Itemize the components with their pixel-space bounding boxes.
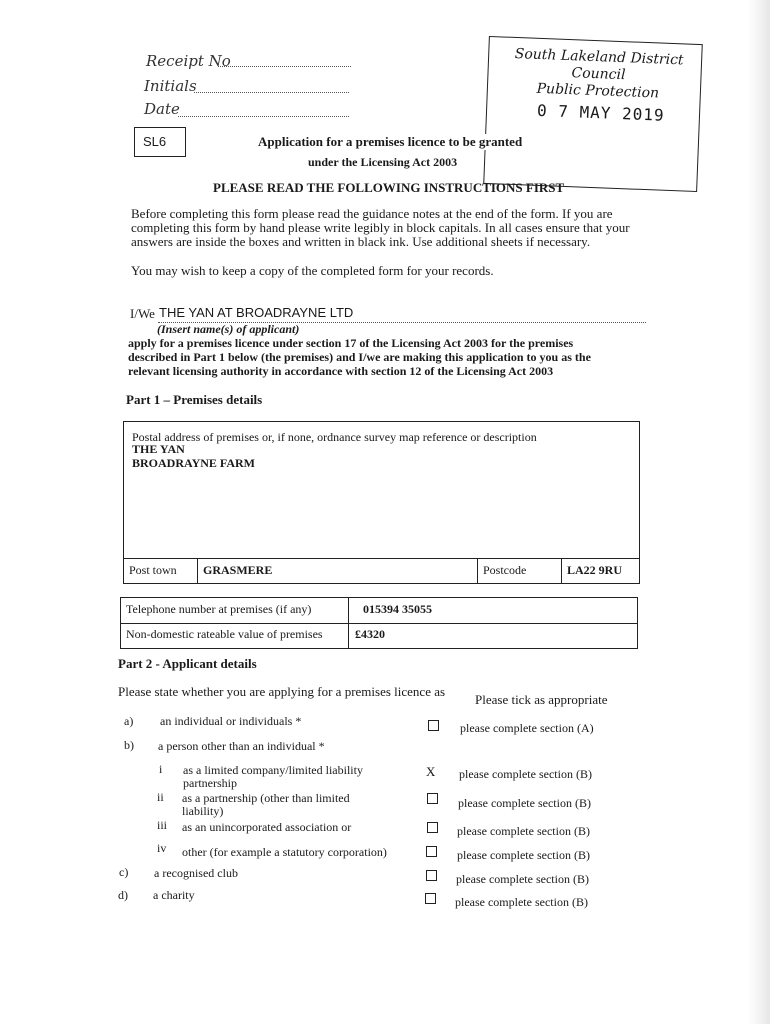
statement-line: described in Part 1 below (the premises) and I/we are making this application to you as the (128, 350, 591, 364)
intro-line: answers are inside the boxes and written in black ink. Use additional sheets if necessary. (131, 234, 591, 249)
initials-field[interactable] (194, 92, 349, 93)
tick-mark-limited-company[interactable]: X (426, 764, 436, 779)
option-marker: iv (157, 841, 167, 855)
postcode-value[interactable]: LA22 9RU (567, 563, 623, 577)
option-action: please complete section (A) (460, 721, 594, 735)
stamp-date: 0 7 MAY 2019 (536, 100, 665, 125)
applicant-name[interactable]: THE YAN AT BROADRAYNE LTD (159, 305, 354, 320)
part2-question: Please state whether you are applying for a premises licence as (118, 684, 446, 699)
option-label-line: partnership (183, 776, 237, 790)
checkbox-charity[interactable] (425, 893, 436, 904)
address-box[interactable] (123, 421, 640, 559)
option-action: please complete section (B) (458, 796, 591, 810)
option-marker: iii (157, 818, 168, 832)
stamp-council-name: South Lakeland District Council (514, 45, 684, 84)
option-label: other (for example a statutory corporation) (182, 845, 387, 859)
option-marker: b) (124, 738, 134, 752)
option-label: an individual or individuals * (160, 714, 302, 728)
option-label: a charity (153, 888, 195, 902)
checkbox-recognised-club[interactable] (426, 870, 437, 881)
option-label-line: liability) (182, 804, 224, 818)
phone-label: Telephone number at premises (if any) (121, 598, 349, 623)
statement-line: relevant licensing authority in accordance with section 12 of the Licensing Act 2003 (128, 364, 554, 378)
date-label: Date (144, 100, 180, 118)
postcode-label: Postcode (478, 559, 562, 583)
option-label: a recognised club (154, 866, 238, 880)
form-title: Application for a premises licence to be granted (258, 134, 523, 149)
option-marker: ii (157, 790, 164, 804)
option-action: please complete section (B) (456, 872, 589, 886)
option-action: please complete section (B) (455, 895, 588, 909)
option-marker: i (159, 762, 163, 776)
intro-paragraph (131, 207, 651, 249)
option-marker: c) (119, 865, 129, 879)
address-label: Postal address of premises or, if none, ordnance survey map reference or description (132, 430, 537, 444)
option-marker: a) (124, 714, 134, 728)
application-statement (128, 336, 648, 378)
receipt-label: Receipt No (146, 52, 231, 70)
intro-line: completing this form by hand please write legibly in block capitals. In all cases ensure that your (131, 220, 630, 235)
address-line-2: BROADRAYNE FARM (132, 456, 255, 470)
checkbox-other-corporation[interactable] (426, 846, 437, 857)
checkbox-unincorporated[interactable] (427, 822, 438, 833)
date-field[interactable] (178, 116, 349, 117)
option-action: please complete section (B) (459, 767, 592, 781)
premises-info-table (120, 597, 638, 649)
option-label (183, 764, 363, 790)
initials-label: Initials (144, 77, 197, 95)
received-stamp (483, 36, 703, 192)
instructions-title: PLEASE READ THE FOLLOWING INSTRUCTIONS FIRST (213, 180, 565, 195)
option-label: as an unincorporated association or (182, 820, 352, 834)
rateable-value[interactable]: £4320 (355, 627, 385, 641)
rateable-label: Non-domestic rateable value of premises (121, 623, 349, 648)
option-action: please complete section (B) (457, 848, 590, 862)
option-action: please complete section (B) (457, 824, 590, 838)
address-line-1: THE YAN (132, 442, 185, 456)
applicant-name-hint: (Insert name(s) of applicant) (157, 322, 300, 336)
post-town-value[interactable]: GRASMERE (198, 559, 478, 583)
post-town-label: Post town (124, 559, 198, 583)
reference-box: SL6 (134, 127, 186, 157)
post-town-row (123, 558, 640, 584)
stamp-department: Public Protection (536, 80, 660, 102)
option-label-line: as a limited company/limited liability (183, 763, 363, 777)
phone-row (121, 598, 637, 624)
rateable-row (121, 623, 637, 648)
option-marker: d) (118, 888, 128, 902)
form-subtitle: under the Licensing Act 2003 (308, 155, 458, 169)
phone-value[interactable]: 015394 35055 (363, 602, 432, 616)
option-label-line: as a partnership (other than limited (182, 791, 350, 805)
statement-line: apply for a premises licence under section 17 of the Licensing Act 2003 for the premises (128, 336, 574, 350)
copy-note: You may wish to keep a copy of the completed form for your records. (131, 263, 494, 278)
option-label (182, 792, 350, 818)
checkbox-individual[interactable] (428, 720, 439, 731)
scan-edge-shadow (748, 0, 770, 1024)
checkbox-partnership[interactable] (427, 793, 438, 804)
receipt-field[interactable] (218, 66, 351, 67)
part1-title: Part 1 – Premises details (126, 392, 263, 407)
tick-hint: Please tick as appropriate (475, 692, 608, 707)
intro-line: Before completing this form please read the guidance notes at the end of the form. If you are (131, 206, 613, 221)
applicant-prefix: I/We (130, 306, 155, 321)
part2-title: Part 2 - Applicant details (118, 656, 257, 671)
option-label: a person other than an individual * (158, 739, 325, 753)
